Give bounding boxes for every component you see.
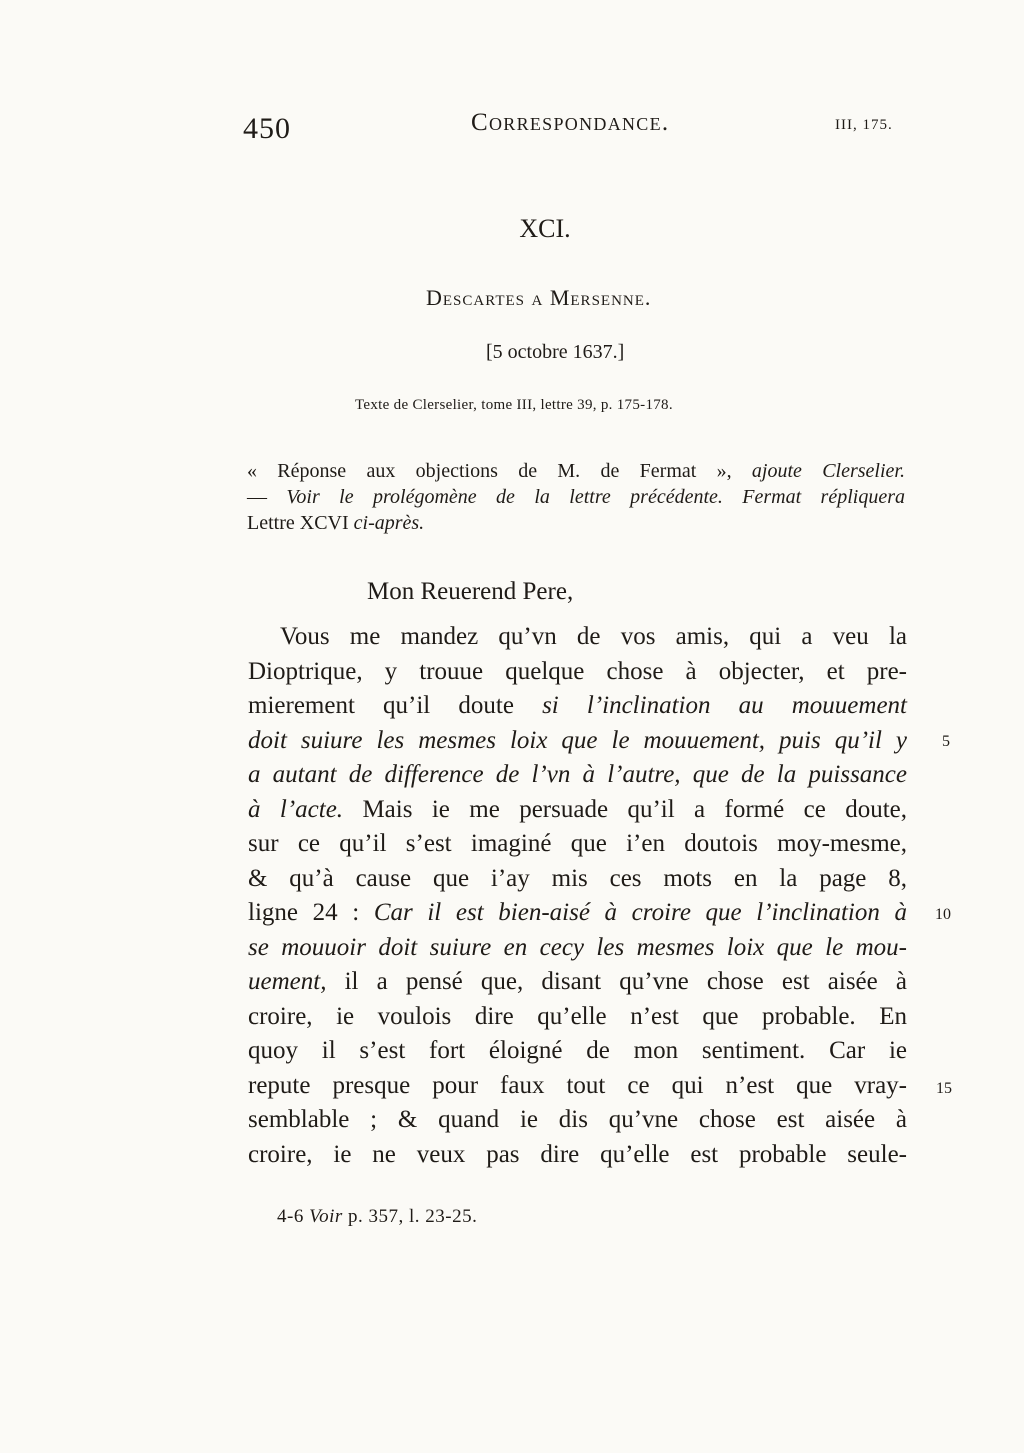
text-line: & qu’à cause que i’ay mis ces mots en la page 8, — [248, 864, 907, 892]
line-number-marker: 5 — [942, 733, 950, 750]
editorial-note — [247, 458, 905, 536]
text-line: sur ce qu’il s’est imaginé que i’en doutois moy-mesme, — [248, 830, 907, 857]
text-line: quoy il s’est fort éloigné de mon sentiment. Car ie — [248, 1037, 907, 1064]
line-number-marker: 15 — [936, 1080, 952, 1097]
text-line: semblable ; & quand ie dis qu’vne chose est aisée à — [248, 1106, 907, 1133]
text-line: uement, il a pensé que, disant qu’vne chose est aisée à — [248, 968, 907, 995]
page-reference: III, 175. — [835, 117, 893, 133]
footnote: 4-6 Voir p. 357, l. 23-25. — [277, 1206, 478, 1227]
source-note: Texte de Clerselier, tome III, lettre 39, p. 175-178. — [355, 397, 673, 413]
note-line: Lettre XCVI ci-après. — [247, 512, 425, 534]
running-title: Correspondance. — [471, 109, 670, 136]
text-line: Vous me mandez qu’vn de vos amis, qui a veu la — [280, 623, 907, 650]
letter-number: XCI. — [519, 214, 571, 243]
text-line: a autant de difference de l’vn à l’autre, que de la puissance — [248, 761, 907, 788]
text-line: doit suiure les mesmes loix que le mouuement, puis qu’il y — [248, 726, 907, 754]
text-line: croire, ie voulois dire qu’elle n’est que probable. En — [248, 1002, 907, 1030]
letter-date: [5 octobre 1637.] — [486, 341, 625, 363]
page-number: 450 — [243, 112, 291, 145]
note-line: — Voir le prolégomène de la lettre précédente. Fermat répliquera — [247, 486, 905, 508]
salutation: Mon Reuerend Pere, — [367, 578, 574, 605]
text-line: mierement qu’il doute si l’inclination au mouuement — [248, 692, 907, 719]
text-line: croire, ie ne veux pas dire qu’elle est probable seule- — [248, 1140, 907, 1168]
text-line: Dioptrique, y trouue quelque chose à objecter, et pre- — [248, 657, 907, 685]
letter-title: Descartes a Mersenne. — [426, 285, 652, 310]
letter-body — [248, 620, 907, 1172]
text-line: à l’acte. Mais ie me persuade qu’il a formé ce doute, — [248, 795, 907, 823]
note-line: « Réponse aux objections de M. de Fermat », ajoute Clerselier. — [247, 460, 905, 482]
text-line: ligne 24 : Car il est bien-aisé à croire que l’inclination à — [248, 899, 907, 926]
text-line: repute presque pour faux tout ce qui n’est que vray- — [248, 1071, 907, 1099]
text-line: se mouuoir doit suiure en cecy les mesmes loix que le mou- — [248, 933, 907, 961]
line-number-marker: 10 — [935, 906, 951, 923]
